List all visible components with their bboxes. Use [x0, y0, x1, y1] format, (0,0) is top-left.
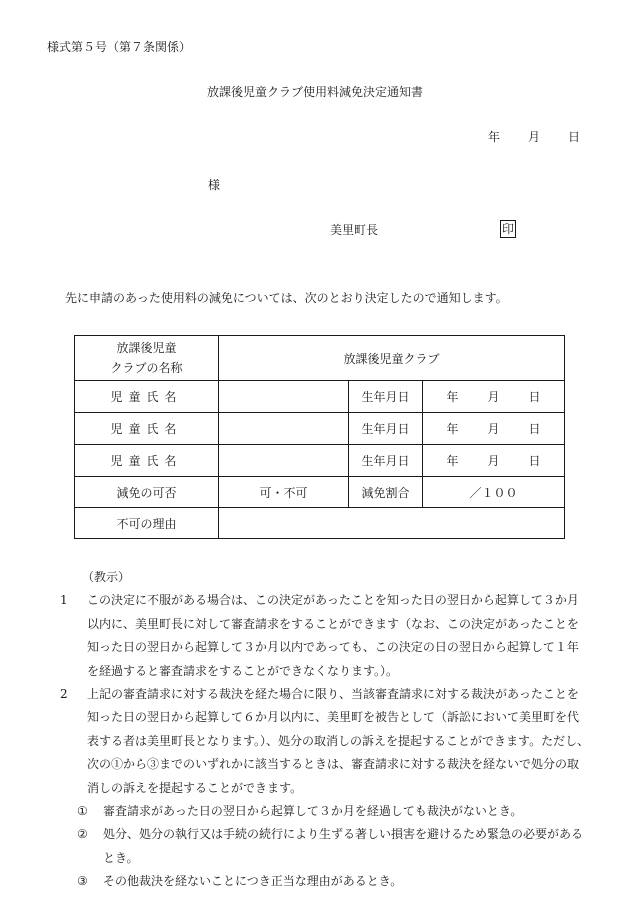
seal-box: 印 — [501, 222, 514, 236]
subitem-text: 審査請求があった日の翌日から起算して３か月を経過しても裁決がないとき。 — [103, 804, 523, 819]
reason-row — [75, 508, 565, 539]
approval-value: 可・不可 — [219, 477, 349, 508]
subitem-number: ① — [77, 804, 88, 819]
birth-day-label: 日 — [528, 454, 541, 468]
instructions-section — [60, 566, 590, 894]
birth-month-label: 月 — [487, 422, 500, 436]
instruction-number: 1 — [60, 593, 68, 608]
child-name-label — [75, 413, 219, 445]
club-name-value: 放課後児童クラブ — [219, 336, 565, 381]
birthdate-value — [423, 381, 565, 413]
child-name-value — [219, 381, 349, 413]
instruction-number: 2 — [60, 687, 68, 702]
club-name-row — [75, 336, 565, 381]
subitem-number: ② — [77, 827, 88, 842]
birthdate-label: 生年月日 — [349, 445, 423, 477]
approval-row — [75, 477, 565, 508]
birthdate-value — [423, 445, 565, 477]
child-name-label-text: 児童氏名 — [110, 422, 183, 436]
club-name-label — [75, 336, 219, 381]
birth-month-label: 月 — [487, 454, 500, 468]
subitem-text: 処分、処分の執行又は手続の続行により生ずる著しい損害を避けるため緊急の必要があるとき。 — [103, 827, 584, 865]
club-name-label-line1: 放課後児童 — [116, 341, 177, 355]
birth-day-label: 日 — [528, 390, 541, 404]
birth-year-label: 年 — [446, 454, 459, 468]
intro-text: 先に申請のあった使用料の減免については、次のとおり決定したので通知します。 — [65, 291, 508, 305]
issuer-name: 美里町長 — [330, 223, 379, 237]
reason-value — [219, 508, 565, 539]
addressee-suffix: 様 — [208, 178, 221, 192]
birth-month-label: 月 — [487, 390, 500, 404]
date-year-label: 年 — [488, 130, 501, 144]
child-name-label-text: 児童氏名 — [110, 454, 183, 468]
birth-year-label: 年 — [446, 422, 459, 436]
child-row — [75, 413, 565, 445]
child-row — [75, 445, 565, 477]
date-day-label: 日 — [567, 130, 580, 144]
date-month-label: 月 — [527, 130, 540, 144]
instruction-text: この決定に不服がある場合は、この決定があったことを知った日の翌日から起算して３か月以内に、美里町長に対して審査請求をすることができます（なお、この決定があったことを知った日の翌日から起算して３か月以内であっても、この決定の日の翌日から起算して１年を経過すると審査請求をすることができなくなります。）。 — [87, 593, 579, 678]
issue-date — [488, 130, 580, 144]
form-number: 様式第５号（第７条関係） — [47, 40, 192, 54]
instruction-subitem — [60, 800, 590, 823]
child-name-value — [219, 445, 349, 477]
approval-label: 減免の可否 — [75, 477, 219, 508]
birthdate-value — [423, 413, 565, 445]
child-row — [75, 381, 565, 413]
club-name-label-line2: クラブの名称 — [110, 361, 183, 375]
rate-value: ／１００ — [423, 477, 565, 508]
birthdate-label: 生年月日 — [349, 381, 423, 413]
instruction-text: 上記の審査請求に対する裁決を経た場合に限り、当該審査請求に対する裁決があったことを知った日の翌日から起算して６か月以内に、美里町を被告として（訴訟において美里町を代表する者は美里町長となります。）、処分の取消しの訴えを提起することができます。ただし、次の①から③までのいずれかに該当するときは、審査請求に対する裁決を経ないで処分の取消しの訴えを提起することができます。 — [87, 687, 590, 795]
child-name-value — [219, 413, 349, 445]
subitem-text: その他裁決を経ないことにつき正当な理由があるとき。 — [103, 874, 403, 889]
subitem-number: ③ — [77, 874, 88, 889]
instruction-subitem — [60, 870, 590, 893]
rate-label: 減免割合 — [349, 477, 423, 508]
instruction-subitem — [60, 823, 590, 870]
birthdate-label: 生年月日 — [349, 413, 423, 445]
instructions-heading: （教示） — [82, 570, 131, 584]
birth-day-label: 日 — [528, 422, 541, 436]
instruction-item — [60, 589, 590, 683]
reason-label: 不可の理由 — [75, 508, 219, 539]
child-name-label — [75, 445, 219, 477]
decision-table — [74, 335, 565, 539]
child-name-label-text: 児童氏名 — [110, 390, 183, 404]
document-title: 放課後児童クラブ使用料減免決定通知書 — [206, 85, 423, 99]
instruction-item — [60, 683, 590, 800]
child-name-label — [75, 381, 219, 413]
birth-year-label: 年 — [446, 390, 459, 404]
